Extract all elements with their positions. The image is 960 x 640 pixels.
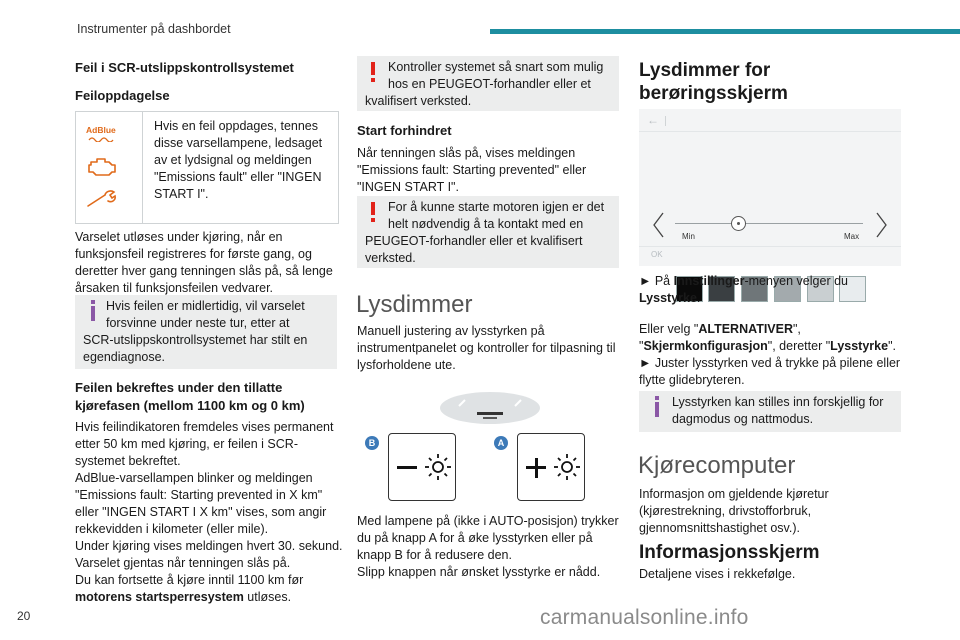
warning-note-text-a <box>388 199 604 233</box>
text-line: Med lampene på (ikke i AUTO-posisjon) trykker <box>357 514 619 528</box>
ok-button[interactable]: OK <box>651 250 663 259</box>
info-screen-heading: Informasjonsskjerm <box>639 542 820 563</box>
brightness-icon <box>552 452 582 482</box>
slider-max-label: Max <box>844 232 860 241</box>
lysdimmer-heading: Lysdimmer <box>356 291 473 318</box>
dimmer-decrease-button[interactable] <box>388 433 456 501</box>
text-line: knapp B for å redusere den. <box>357 548 512 562</box>
text-line <box>75 589 343 606</box>
text-part: Eller velg " <box>639 322 699 336</box>
wrench-icon <box>85 189 117 209</box>
dimmer-increase-button[interactable] <box>517 433 585 501</box>
section-title: Feil i SCR-utslippskontrollsystemet <box>75 60 294 75</box>
text-line: hos en PEUGEOT-forhandler eller et <box>388 77 591 91</box>
text-line: Under kjøring vises meldingen hvert 30. sekund. <box>75 539 343 553</box>
lamp-paragraph <box>357 513 619 581</box>
info-icon <box>89 300 97 322</box>
touchscreen-heading <box>639 59 788 105</box>
text-line: "Emissions fault: Starting prevented in X km" <box>75 488 323 502</box>
watermark: carmanualsonline.info <box>540 606 749 629</box>
adblue-wave-icon <box>88 136 114 142</box>
text-line: Lysstyrke. <box>639 291 701 305</box>
label-b-badge: B <box>365 436 379 450</box>
text-line: systemet bekreftet. <box>75 454 181 468</box>
info-note <box>639 391 901 432</box>
text-line: flytte glidebryteren. <box>639 373 745 387</box>
bold-term: ALTERNATIVER <box>698 322 793 336</box>
text-line: Hvis feilindikatoren fremdeles vises permanent <box>75 420 334 434</box>
page-number: 20 <box>17 609 31 623</box>
info-icon <box>653 396 661 418</box>
text-line: For å kunne starte motoren igjen er det <box>388 200 605 214</box>
info-note <box>75 295 337 369</box>
text-line: du på knapp A for å øke lysstyrken eller på <box>357 531 593 545</box>
text-line: Lysstyrken kan stilles inn forskjellig for <box>672 395 884 409</box>
plus-icon-v <box>535 458 538 478</box>
paragraph-confirmed <box>75 419 343 606</box>
text-line: helt nødvendig å ta kontakt med en <box>388 217 584 231</box>
text-line: instrumentpanelet og kontroller for tilpasning til <box>357 341 616 355</box>
text-line: Informasjon om gjeldende kjøretur <box>639 487 829 501</box>
slider-track[interactable] <box>675 223 863 224</box>
text-line: ► Juster lysstyrken ved å trykke på pilene eller <box>639 356 901 370</box>
warning-icon <box>369 62 377 84</box>
text-line: Varselet utløses under kjøring, når en <box>75 230 283 244</box>
bold-term: Lysstyrke <box>830 339 889 353</box>
info-note-text-a <box>106 298 305 332</box>
warning-note <box>357 56 619 111</box>
text-line <box>639 273 848 290</box>
warning-note <box>357 196 619 268</box>
brightness-icon <box>423 452 453 482</box>
text-line: Du kan fortsette å kjøre inntil 1100 km før <box>75 573 304 587</box>
bold-term: Lysstyrke <box>639 291 697 305</box>
heading-line: Lysdimmer for <box>639 60 771 81</box>
text-line: Kontroller systemet så snart som mulig <box>388 60 604 74</box>
table-line: "Emissions fault" eller "INGEN <box>154 170 322 184</box>
text-part: ", deretter " <box>767 339 831 353</box>
table-line: disse varsellampene, ledsaget <box>154 136 323 150</box>
text-line: funksjonsfeil registreres for første gang, og <box>75 247 312 261</box>
alternative-instruction <box>639 321 900 389</box>
text-line: deretter hver gang tenningen slås på, så lenge <box>75 264 333 278</box>
adblue-icon: AdBlue <box>86 125 116 135</box>
text-line: forsvinne under neste tur, etter at <box>106 316 290 330</box>
text-line: PEUGEOT-forhandler eller et kvalifisert <box>365 234 583 248</box>
text-line: rekkevidden i kilometer (eller mile). <box>75 522 269 536</box>
text-part: ". <box>888 339 896 353</box>
warning-note-text-b <box>365 233 582 267</box>
bold-term: Innstillinger <box>673 274 745 288</box>
text-line: eller "INGEN START I X km" vises, som angir <box>75 505 327 519</box>
warning-icon <box>369 202 377 224</box>
slider-thumb[interactable] <box>731 216 746 231</box>
text-part: ", <box>793 322 801 336</box>
heading-line: kjørefasen (mellom 1100 km og 0 km) <box>75 398 305 413</box>
start-paragraph <box>357 145 586 196</box>
table-divider <box>142 112 143 223</box>
text-line: Når tenningen slås på, vises meldingen <box>357 146 576 160</box>
table-line: START I". <box>154 187 209 201</box>
running-header: Instrumenter på dashbordet <box>77 22 231 36</box>
bold-term: Skjermkonfigurasjon <box>643 339 768 353</box>
table-text <box>154 118 322 203</box>
info-screen-paragraph: Detaljene vises i rekkefølge. <box>639 567 796 581</box>
text-line: egendiagnose. <box>83 350 166 364</box>
text-line: Hvis feilen er midlertidig, vil varselet <box>106 299 305 313</box>
chevron-left-icon[interactable] <box>651 211 667 239</box>
screen-rule <box>639 246 901 247</box>
slider-thumb-dot <box>737 222 740 225</box>
subsection-title: Feiloppdagelse <box>75 88 170 103</box>
warning-note-text-b: kvalifisert verksted. <box>365 94 472 108</box>
slider-min-label: Min <box>682 232 695 241</box>
header-divider <box>665 116 666 126</box>
text-line: gjennomsnittshastighet osv.). <box>639 521 800 535</box>
touchscreen-mock <box>639 109 901 266</box>
warning-note-text-a <box>388 59 603 93</box>
lysdimmer-paragraph <box>357 323 615 374</box>
text-line: "Emissions fault: Starting prevented" eller <box>357 163 587 177</box>
text-tail: utløses. <box>243 590 292 604</box>
text-part: ► På <box>639 274 674 288</box>
text-line: etter 50 km med kjøring, er feilen i SCR- <box>75 437 298 451</box>
text-line: SCR-utslippskontrollsystemet har stilt en <box>83 333 308 347</box>
text-line: AdBlue-varsellampen blinker og meldingen <box>75 471 313 485</box>
screen-rule <box>639 131 901 132</box>
text-line: Varselet gjentas når tenningen slås på. <box>75 556 291 570</box>
text-line: dagmodus og nattmodus. <box>672 412 814 426</box>
text-line: Manuell justering av lysstyrken på <box>357 324 545 338</box>
trip-computer-paragraph <box>639 486 829 537</box>
text-line: "INGEN START I". <box>357 180 459 194</box>
warning-lamp-table <box>75 111 339 224</box>
info-note-text-b <box>83 332 307 366</box>
settings-instruction <box>639 273 848 307</box>
text-line: verksted. <box>365 251 416 265</box>
back-arrow-icon[interactable]: ← <box>647 113 659 127</box>
heading-line: berøringsskjerm <box>639 83 788 104</box>
confirmed-heading <box>75 379 305 415</box>
start-heading: Start forhindret <box>357 123 452 138</box>
label-a-badge: A <box>494 436 508 450</box>
text-line: årsaken til funksjonsfeilen vedvarer. <box>75 281 274 295</box>
header-accent-bar <box>490 29 960 34</box>
table-line: Hvis en feil oppdages, tennes <box>154 119 318 133</box>
text-line: "Skjermkonfigurasjon", deretter "Lysstyrke". <box>639 339 896 353</box>
trip-computer-heading: Kjørecomputer <box>638 452 796 479</box>
text-line: lysforholdene ute. <box>357 358 456 372</box>
minus-icon <box>397 466 417 469</box>
instrument-panel-illustration <box>437 386 543 426</box>
bold-term: motorens startsperresystem <box>75 590 244 604</box>
text-part: -menyen velger du <box>744 274 848 288</box>
text-line: Slipp knappen når ønsket lysstyrke er nådd. <box>357 565 601 579</box>
table-line: av et lydsignal og meldingen <box>154 153 312 167</box>
text-line <box>639 321 900 338</box>
paragraph-varsel <box>75 229 333 297</box>
heading-line: Feilen bekreftes under den tillatte <box>75 380 283 395</box>
engine-icon <box>87 156 117 178</box>
info-note-text <box>672 394 883 428</box>
text-line: (kjørestrekning, drivstofforbruk, <box>639 504 812 518</box>
chevron-right-icon[interactable] <box>873 211 889 239</box>
